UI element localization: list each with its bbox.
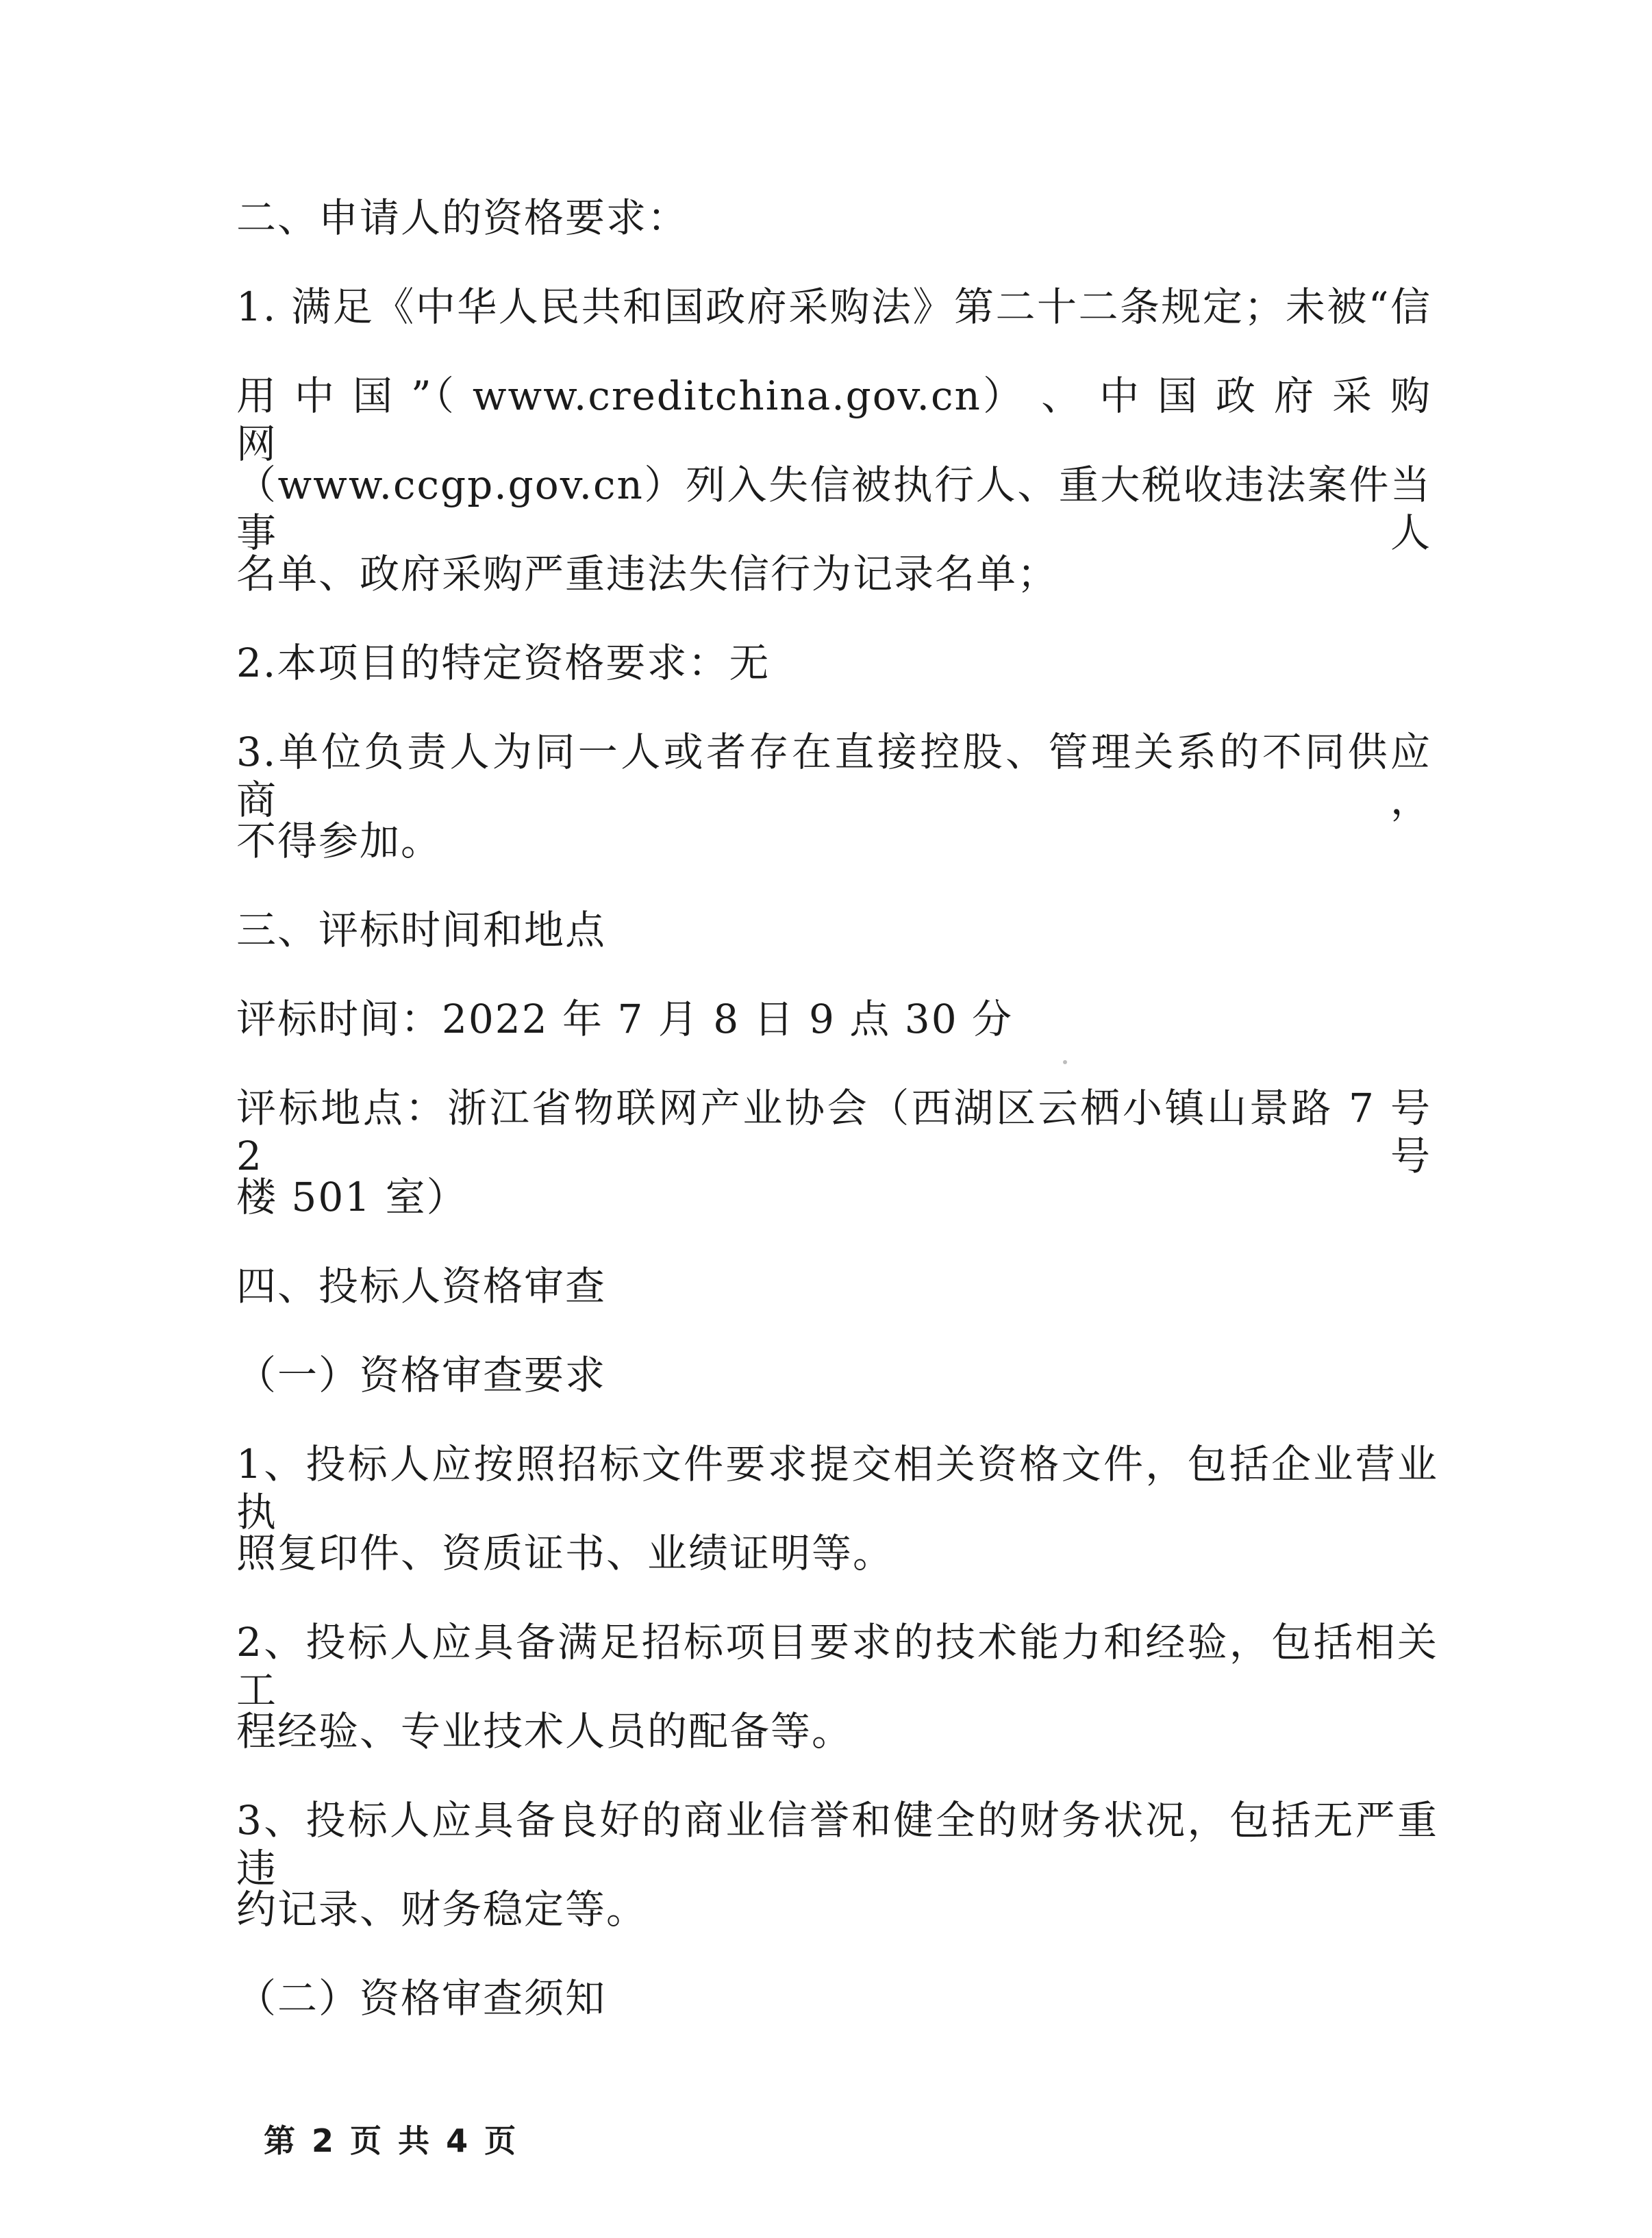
subsection-heading-requirements: （一）资格审查要求 bbox=[236, 1352, 607, 1398]
paragraph-line: 程经验、专业技术人员的配备等。 bbox=[236, 1708, 853, 1755]
paragraph-line: 用 中 国 ”（ www.creditchina.gov.cn） 、 中 国 政 府 采 购 网 bbox=[236, 373, 1431, 467]
paragraph-line: 1. 满足《中华人民共和国政府采购法》第二十二条规定；未被“信 bbox=[236, 284, 1431, 330]
paragraph-line: （www.ccgp.gov.cn）列入失信被执行人、重大税收违法案件当事人 bbox=[236, 462, 1431, 556]
paragraph-line: 照复印件、资质证书、业绩证明等。 bbox=[236, 1530, 894, 1576]
paragraph-line: 2.本项目的特定资格要求：无 bbox=[236, 640, 771, 686]
paragraph-line: 3.单位负责人为同一人或者存在直接控股、管理关系的不同供应商， bbox=[236, 729, 1431, 823]
paragraph-line: 2、投标人应具备满足招标项目要求的技术能力和经验，包括相关工 bbox=[236, 1619, 1438, 1713]
section-heading-qualifications: 二、申请人的资格要求： bbox=[236, 194, 689, 241]
paragraph-line: 不得参加。 bbox=[236, 818, 442, 864]
page-number-footer: 第 2 页 共 4 页 bbox=[264, 2122, 519, 2159]
paragraph-line: 约记录、财务稳定等。 bbox=[236, 1886, 648, 1933]
evaluation-time: 评标时间：2022 年 7 月 8 日 9 点 30 分 bbox=[236, 996, 1014, 1042]
evaluation-location: 评标地点：浙江省物联网产业协会（西湖区云栖小镇山景路 7 号 2 号 bbox=[236, 1085, 1431, 1179]
paragraph-line: 1、投标人应按照招标文件要求提交相关资格文件，包括企业营业执 bbox=[236, 1441, 1438, 1535]
paragraph-line: 楼 501 室） bbox=[236, 1174, 468, 1220]
scan-speck bbox=[1063, 1060, 1067, 1064]
section-heading-evaluation: 三、评标时间和地点 bbox=[236, 907, 607, 953]
subsection-heading-notice: （二）资格审查须知 bbox=[236, 1975, 607, 2022]
paragraph-line: 名单、政府采购严重违法失信行为记录名单； bbox=[236, 551, 1059, 597]
section-heading-review: 四、投标人资格审查 bbox=[236, 1263, 607, 1309]
paragraph-line: 3、投标人应具备良好的商业信誉和健全的财务状况，包括无严重违 bbox=[236, 1797, 1438, 1891]
